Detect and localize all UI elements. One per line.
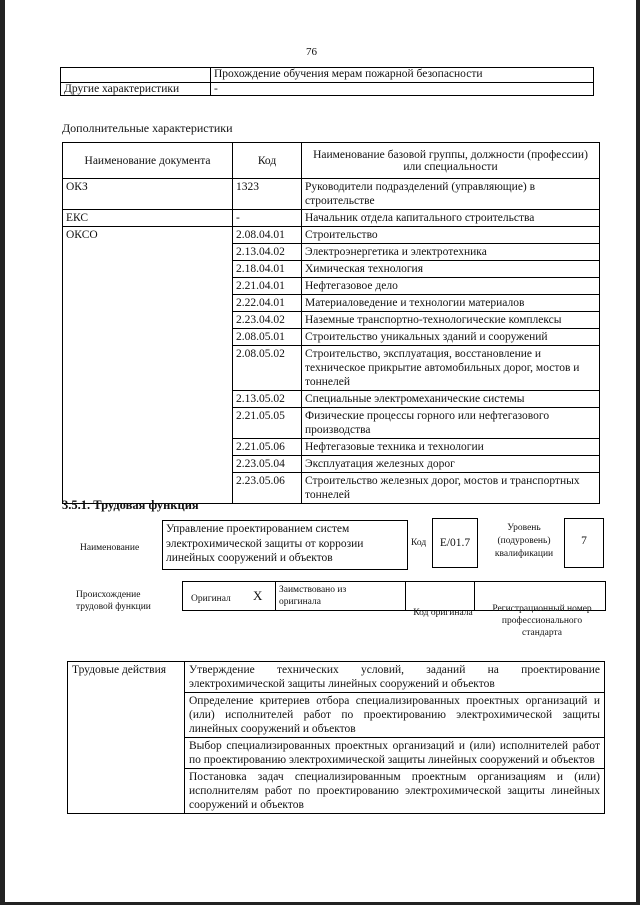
okso-name: Строительство железных дорог, мостов и транспортных тоннелей (302, 473, 600, 504)
okso-name: Материаловедение и технологии материалов (302, 295, 600, 312)
labor-action-item: Выбор специализированных проектных организаций и (или) исполнителей работ по проектированию электрохимической защиты линейных сооружений и объектов (185, 738, 605, 769)
okso-name: Строительство уникальных зданий и сооружений (302, 329, 600, 346)
labor-actions-table (67, 661, 605, 814)
section-title: 3.5.1. Трудовая функция (62, 498, 199, 512)
doc-okz: ОКЗ (63, 179, 233, 210)
original-mark: X (253, 588, 263, 603)
top-table-empty-cell (61, 68, 211, 83)
okso-name: Физические процессы горного или нефтегазового производства (302, 408, 600, 439)
top-table (60, 67, 594, 96)
okso-name: Нефтегазовые техника и технологии (302, 439, 600, 456)
labor-actions-label: Трудовые действия (68, 662, 185, 814)
okso-code: 2.21.04.01 (233, 278, 302, 295)
doc-okso: ОКСО (63, 227, 233, 504)
okso-name: Строительство, эксплуатация, восстановление и техническое прикрытие автомобильных дорог, мостов и тоннелей (302, 346, 600, 391)
okso-name: Наземные транспортно-технологические комплексы (302, 312, 600, 329)
page-number: 76 (306, 46, 317, 58)
name-label: Наименование (80, 543, 140, 553)
origin-divider (275, 581, 276, 611)
okso-code: 2.23.05.04 (233, 456, 302, 473)
code-original-label: Код оригинала (413, 608, 473, 618)
code-label: Код (411, 538, 427, 548)
okso-code: 2.08.05.02 (233, 346, 302, 391)
code-okz: 1323 (233, 179, 302, 210)
additional-characteristics-table (62, 142, 600, 504)
okso-name: Специальные электромеханические системы (302, 391, 600, 408)
okso-code: 2.22.04.01 (233, 295, 302, 312)
header-group-name: Наименование базовой группы, должности (профессии) или специальности (302, 143, 600, 179)
labor-action-item: Утверждение технических условий, заданий на проектирование электрохимической защиты линейных сооружений и объектов (185, 662, 605, 693)
okso-name: Нефтегазовое дело (302, 278, 600, 295)
okso-code: 2.23.04.02 (233, 312, 302, 329)
level-label: Уровень (подуровень) квалификации (494, 523, 554, 559)
okso-code: 2.18.04.01 (233, 261, 302, 278)
labor-action-item: Постановка задач специализированным проектным организациям и (или) исполнителям работ по проектированию электрохимической защиты линейных сооружений и объектов (185, 769, 605, 814)
doc-eks: ЕКС (63, 210, 233, 227)
okso-code: 2.08.04.01 (233, 227, 302, 244)
okso-code: 2.21.05.05 (233, 408, 302, 439)
level-box: 7 (564, 518, 604, 568)
header-code: Код (233, 143, 302, 179)
okso-name: Химическая технология (302, 261, 600, 278)
header-document: Наименование документа (63, 143, 233, 179)
fire-safety-training: Прохождение обучения мерам пожарной безопасности (211, 68, 594, 83)
scan-edge-left (0, 0, 5, 905)
okso-name: Строительство (302, 227, 600, 244)
okso-code: 2.21.05.06 (233, 439, 302, 456)
origin-divider (405, 581, 406, 611)
function-code-box: E/01.7 (432, 518, 478, 568)
scan-edge-right (636, 0, 640, 905)
name-okz: Руководители подразделений (управляющие) в строительстве (302, 179, 600, 210)
origin-divider (474, 581, 475, 611)
other-characteristics-label: Другие характеристики (61, 83, 211, 96)
code-eks: - (233, 210, 302, 227)
original-label: Оригинал (191, 594, 231, 604)
okso-code: 2.23.05.06 (233, 473, 302, 504)
function-name-box: Управление проектированием систем электрохимической защиты от коррозии линейных сооружений и объектов (162, 520, 408, 570)
okso-code: 2.08.05.01 (233, 329, 302, 346)
other-characteristics-value: - (211, 83, 594, 96)
name-eks: Начальник отдела капитального строительства (302, 210, 600, 227)
okso-name: Эксплуатация железных дорог (302, 456, 600, 473)
okso-name: Электроэнергетика и электротехника (302, 244, 600, 261)
okso-code: 2.13.05.02 (233, 391, 302, 408)
reg-number-label: Регистрационный номер профессионального стандарта (492, 604, 592, 638)
okso-code: 2.13.04.02 (233, 244, 302, 261)
borrowed-label: Заимствовано из оригинала (279, 585, 347, 607)
origin-label: Происхождение трудовой функции (76, 590, 151, 612)
labor-action-item: Определение критериев отбора специализированных проектных организаций и (или) исполнителей работ по проектированию электрохимической защиты линейных сооружений и объектов (185, 693, 605, 738)
additional-characteristics-title: Дополнительные характеристики (62, 121, 233, 135)
